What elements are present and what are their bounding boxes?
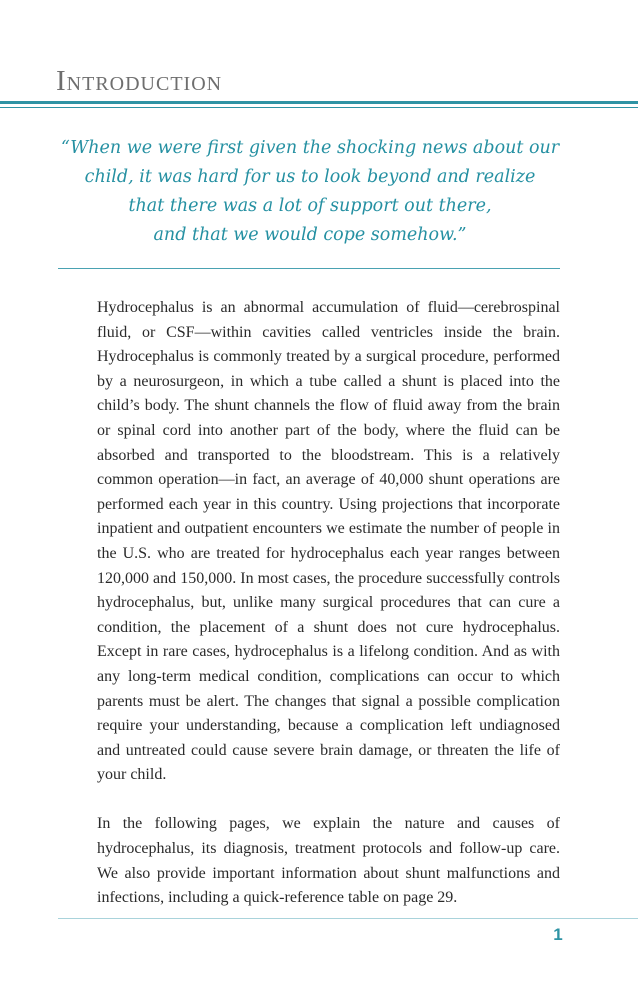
title-divider-thin: [0, 107, 638, 108]
title-divider-thick: [0, 101, 638, 104]
quote-line-4: and that we would cope somehow.”: [153, 225, 467, 245]
quote-line-2: child, it was hard for us to look beyond and realize: [84, 167, 536, 187]
quote-line-1: “When we were first given the shocking news about our: [60, 138, 560, 158]
quote-divider: [58, 268, 560, 269]
pull-quote: [58, 134, 562, 250]
page-title: Introduction: [56, 65, 223, 97]
body-text: [97, 296, 560, 911]
quote-line-3: that there was a lot of support out there,: [128, 196, 492, 216]
body-paragraph-2: In the following pages, we explain the nature and causes of hydrocephalus, its diagnosis, treatment protocols and follow-up care. We also provide important information about shunt malfunctions and infections, including a quick-reference table on page 29.: [97, 815, 560, 907]
body-paragraph-1: Hydrocephalus is an abnormal accumulation of fluid—cerebrospinal fluid, or CSF—within cavities called ventricles inside the brain. Hydrocephalus is commonly treated by a surgical procedure, performed by a neurosurgeon, in which a tube called a shunt is placed into the child’s body. The shunt channels the flow of fluid away from the brain or spinal cord into another part of the body, where the fluid can be absorbed and transported to the bloodstream. This is a relatively common operation—in fact, an average of 40,000 shunt operations are performed each year in this country. Using projections that incorporate inpatient and outpatient encounters we estimate the number of people in the U.S. who are treated for hydrocephalus each year ranges between 120,000 and 150,000. In most cases, the procedure successfully controls hydrocephalus, but, unlike many surgical procedures that can cure a condition, the placement of a shunt does not cure hydrocephalus. Except in rare cases, hydrocephalus is a lifelong condition. And as with any long-term medical condition, complications can occur to which parents must be alert. The changes that signal a possible complication require your understanding, because a complication left undiagnosed and untreated could cause severe brain damage, or threaten the life of your child.: [97, 299, 560, 784]
footer-divider: [58, 918, 638, 919]
page-number: 1: [553, 925, 563, 944]
